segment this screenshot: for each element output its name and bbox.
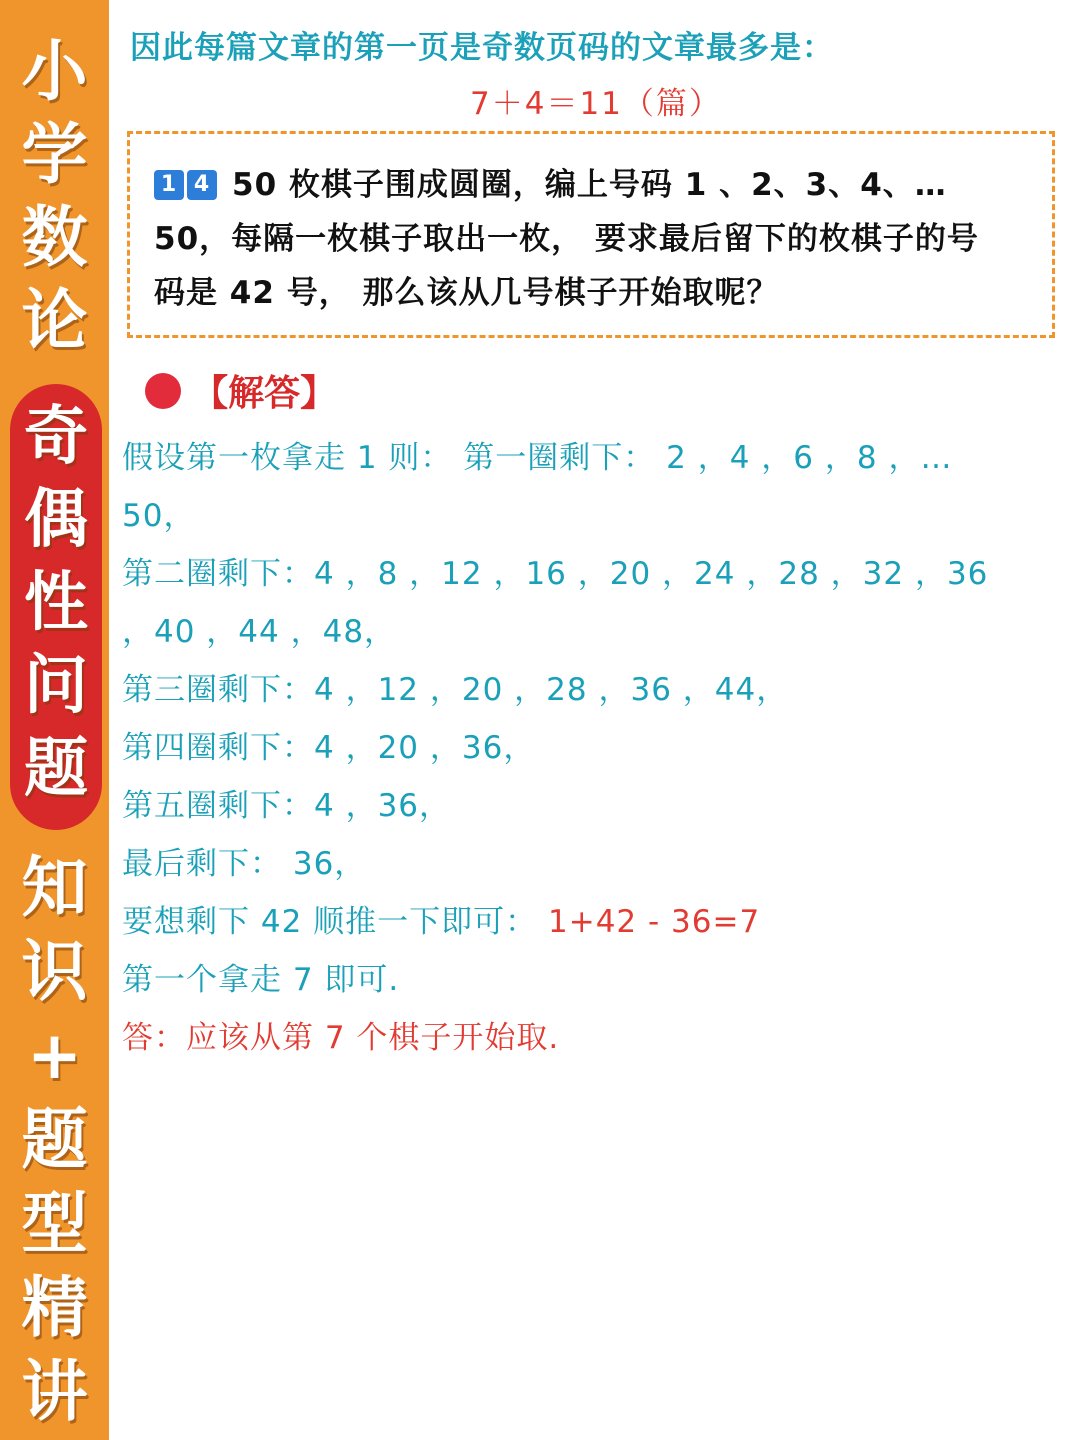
banner-char: 知 — [21, 849, 88, 926]
banner-char: 问 — [24, 649, 88, 723]
banner-char: 性 — [24, 566, 88, 640]
banner-char: + — [26, 1017, 83, 1094]
formula-prefix: 要想剩下 42 顺推一下即可： — [122, 904, 549, 940]
problem-line: 码是 42 号， 那么该从几号棋子开始取呢？ — [154, 275, 779, 311]
final-answer: 答：应该从第 7 个棋子开始取. — [122, 1020, 560, 1056]
banner-char: 论 — [21, 282, 88, 359]
banner-char: 识 — [21, 933, 88, 1010]
problem-line-text: 50 枚棋子围成圆圈，编上号码 1 、2、3、4、… — [232, 167, 947, 203]
problem-line — [154, 158, 1044, 212]
banner-char: 数 — [21, 199, 88, 276]
solution-line: 最后剩下： 36， — [122, 846, 367, 882]
solution-line: 假设第一枚拿走 1 则： 第一圈剩下： 2 ，4 ，6 ，8 ，… — [122, 440, 953, 476]
problem-number-badge — [154, 167, 220, 203]
banner-char: 奇 — [24, 400, 88, 474]
bullet-dot-icon — [145, 373, 181, 409]
banner-char: 小 — [21, 33, 88, 110]
intro-text: 因此每篇文章的第一页是奇数页码的文章最多是： — [130, 30, 834, 66]
solution-line: 第一个拿走 7 即可. — [122, 962, 400, 998]
banner-topic-pill — [10, 384, 102, 830]
badge-digit: 1 — [154, 170, 184, 200]
answer-heading — [145, 365, 336, 416]
banner-title-top — [0, 30, 109, 362]
banner-char: 精 — [21, 1269, 88, 1346]
banner-char: 讲 — [21, 1353, 88, 1430]
solution-line: 第三圈剩下：4 ，12 ，20 ，28 ，36 ，44， — [122, 672, 789, 708]
banner-char: 偶 — [24, 483, 88, 557]
solution-line: 50， — [122, 498, 196, 534]
problem-line: 50，每隔一枚棋子取出一枚， 要求最后留下的枚棋子的号 — [154, 221, 979, 257]
intro-formula: 7＋4＝11（篇） — [470, 86, 722, 122]
banner-title-bottom — [0, 846, 109, 1434]
badge-digit: 4 — [187, 170, 217, 200]
solution-line: 第五圈剩下：4 ，36， — [122, 788, 452, 824]
solution-line: 第四圈剩下：4 ，20 ，36， — [122, 730, 536, 766]
title-banner — [0, 0, 109, 1440]
banner-char: 题 — [21, 1101, 88, 1178]
formula: 1+42 - 36=7 — [548, 904, 761, 940]
solution-line-formula — [122, 896, 760, 941]
answer-title: 【解答】 — [192, 373, 337, 414]
problem-box — [127, 131, 1055, 338]
problem-text — [154, 158, 1044, 320]
solution-line: ，40 ，44 ，48， — [122, 614, 397, 650]
banner-char: 学 — [21, 116, 88, 193]
solution-line: 第二圈剩下：4 ，8 ，12 ，16 ，20 ，24 ，28 ，32 ，36 — [122, 556, 989, 592]
banner-char: 型 — [21, 1185, 88, 1262]
banner-char: 题 — [24, 732, 88, 806]
